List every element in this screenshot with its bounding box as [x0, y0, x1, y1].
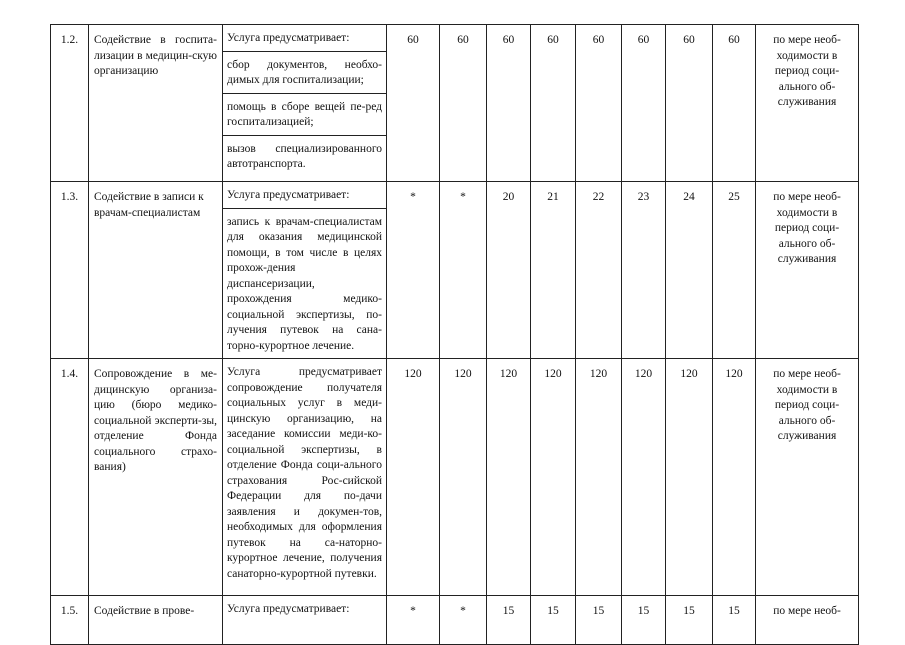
service-item: Услуга предусматривает:: [223, 25, 386, 52]
value-cell: 24: [666, 182, 713, 359]
value-cell: 60: [387, 25, 440, 182]
value-cell: *: [387, 182, 440, 359]
value-cell: 60: [713, 25, 756, 182]
value-cell: 60: [531, 25, 576, 182]
deadline-cell: по мере необ-ходимости в период соци-ального об-служивания: [756, 182, 859, 359]
service-name: Сопровождение в ме-дицинскую организа-цию (бюро медико-социальной эксперти-зы, отделение Фонда социального страхо-вания): [89, 359, 223, 596]
service-description: [223, 182, 387, 359]
service-item: помощь в сборе вещей пе-ред госпитализацией;: [223, 94, 386, 136]
value-cell: 120: [387, 359, 440, 596]
value-cell: 15: [531, 596, 576, 645]
value-cell: 60: [440, 25, 487, 182]
value-cell: 120: [576, 359, 622, 596]
value-cell: *: [440, 596, 487, 645]
value-cell: *: [440, 182, 487, 359]
service-name: Содействие в госпита-лизации в медицин-скую организацию: [89, 25, 223, 182]
service-item: вызов специализированного автотранспорта.: [227, 142, 382, 170]
value-cell: 15: [487, 596, 531, 645]
row-number: 1.3.: [51, 182, 89, 359]
value-cell: 120: [531, 359, 576, 596]
deadline-cell: по мере необ-ходимости в период соци-ального об-служивания: [756, 25, 859, 182]
service-item: Услуга предусматривает:: [227, 603, 350, 615]
service-name: Содействие в записи к врачам-специалистам: [89, 182, 223, 359]
table-row: [51, 596, 859, 645]
value-cell: 25: [713, 182, 756, 359]
service-description: [223, 25, 387, 182]
value-cell: 120: [666, 359, 713, 596]
value-cell: 15: [576, 596, 622, 645]
value-cell: 15: [622, 596, 666, 645]
value-cell: 21: [531, 182, 576, 359]
service-name: Содействие в прове-: [89, 596, 223, 645]
table-row: [51, 359, 859, 596]
table-row: [51, 182, 859, 359]
services-table: [50, 24, 859, 645]
table-row: [51, 25, 859, 182]
value-cell: 60: [622, 25, 666, 182]
value-cell: 60: [666, 25, 713, 182]
value-cell: 15: [713, 596, 756, 645]
value-cell: 120: [713, 359, 756, 596]
value-cell: 23: [622, 182, 666, 359]
value-cell: 22: [576, 182, 622, 359]
value-cell: 20: [487, 182, 531, 359]
value-cell: 15: [666, 596, 713, 645]
deadline-cell: по мере необ-: [756, 596, 859, 645]
row-number: 1.4.: [51, 359, 89, 596]
service-item: Услуга предусматривает сопровождение получателя социальных услуг в меди-цинскую организацию, на заседание комиссии меди-ко-социальной экспертизы, в отделение Фонда соци-ального страхования Рос-сийской Федерации для по-дачи заявления и докумен-тов, необходимых для оформления путевок на са-наторно-курортное лечение, получения санаторно-курортной путевки.: [227, 366, 382, 580]
value-cell: 60: [576, 25, 622, 182]
service-description: [223, 359, 387, 596]
service-description: [223, 596, 387, 645]
value-cell: *: [387, 596, 440, 645]
value-cell: 120: [440, 359, 487, 596]
row-number: 1.2.: [51, 25, 89, 182]
service-item: Услуга предусматривает:: [223, 182, 386, 209]
service-item: запись к врачам-специалистам для оказания медицинской помощи, в том числе в целях прохож-дения диспансеризации, прохождения медико-социальной экспертизы, по-лучения путевок на сана-торно-курортное лечение.: [227, 215, 382, 352]
document-page: [50, 24, 858, 640]
deadline-cell: по мере необ-ходимости в период соци-ального об-служивания: [756, 359, 859, 596]
service-item: сбор документов, необхо-димых для госпитализации;: [223, 52, 386, 94]
value-cell: 60: [487, 25, 531, 182]
value-cell: 120: [487, 359, 531, 596]
row-number: 1.5.: [51, 596, 89, 645]
value-cell: 120: [622, 359, 666, 596]
